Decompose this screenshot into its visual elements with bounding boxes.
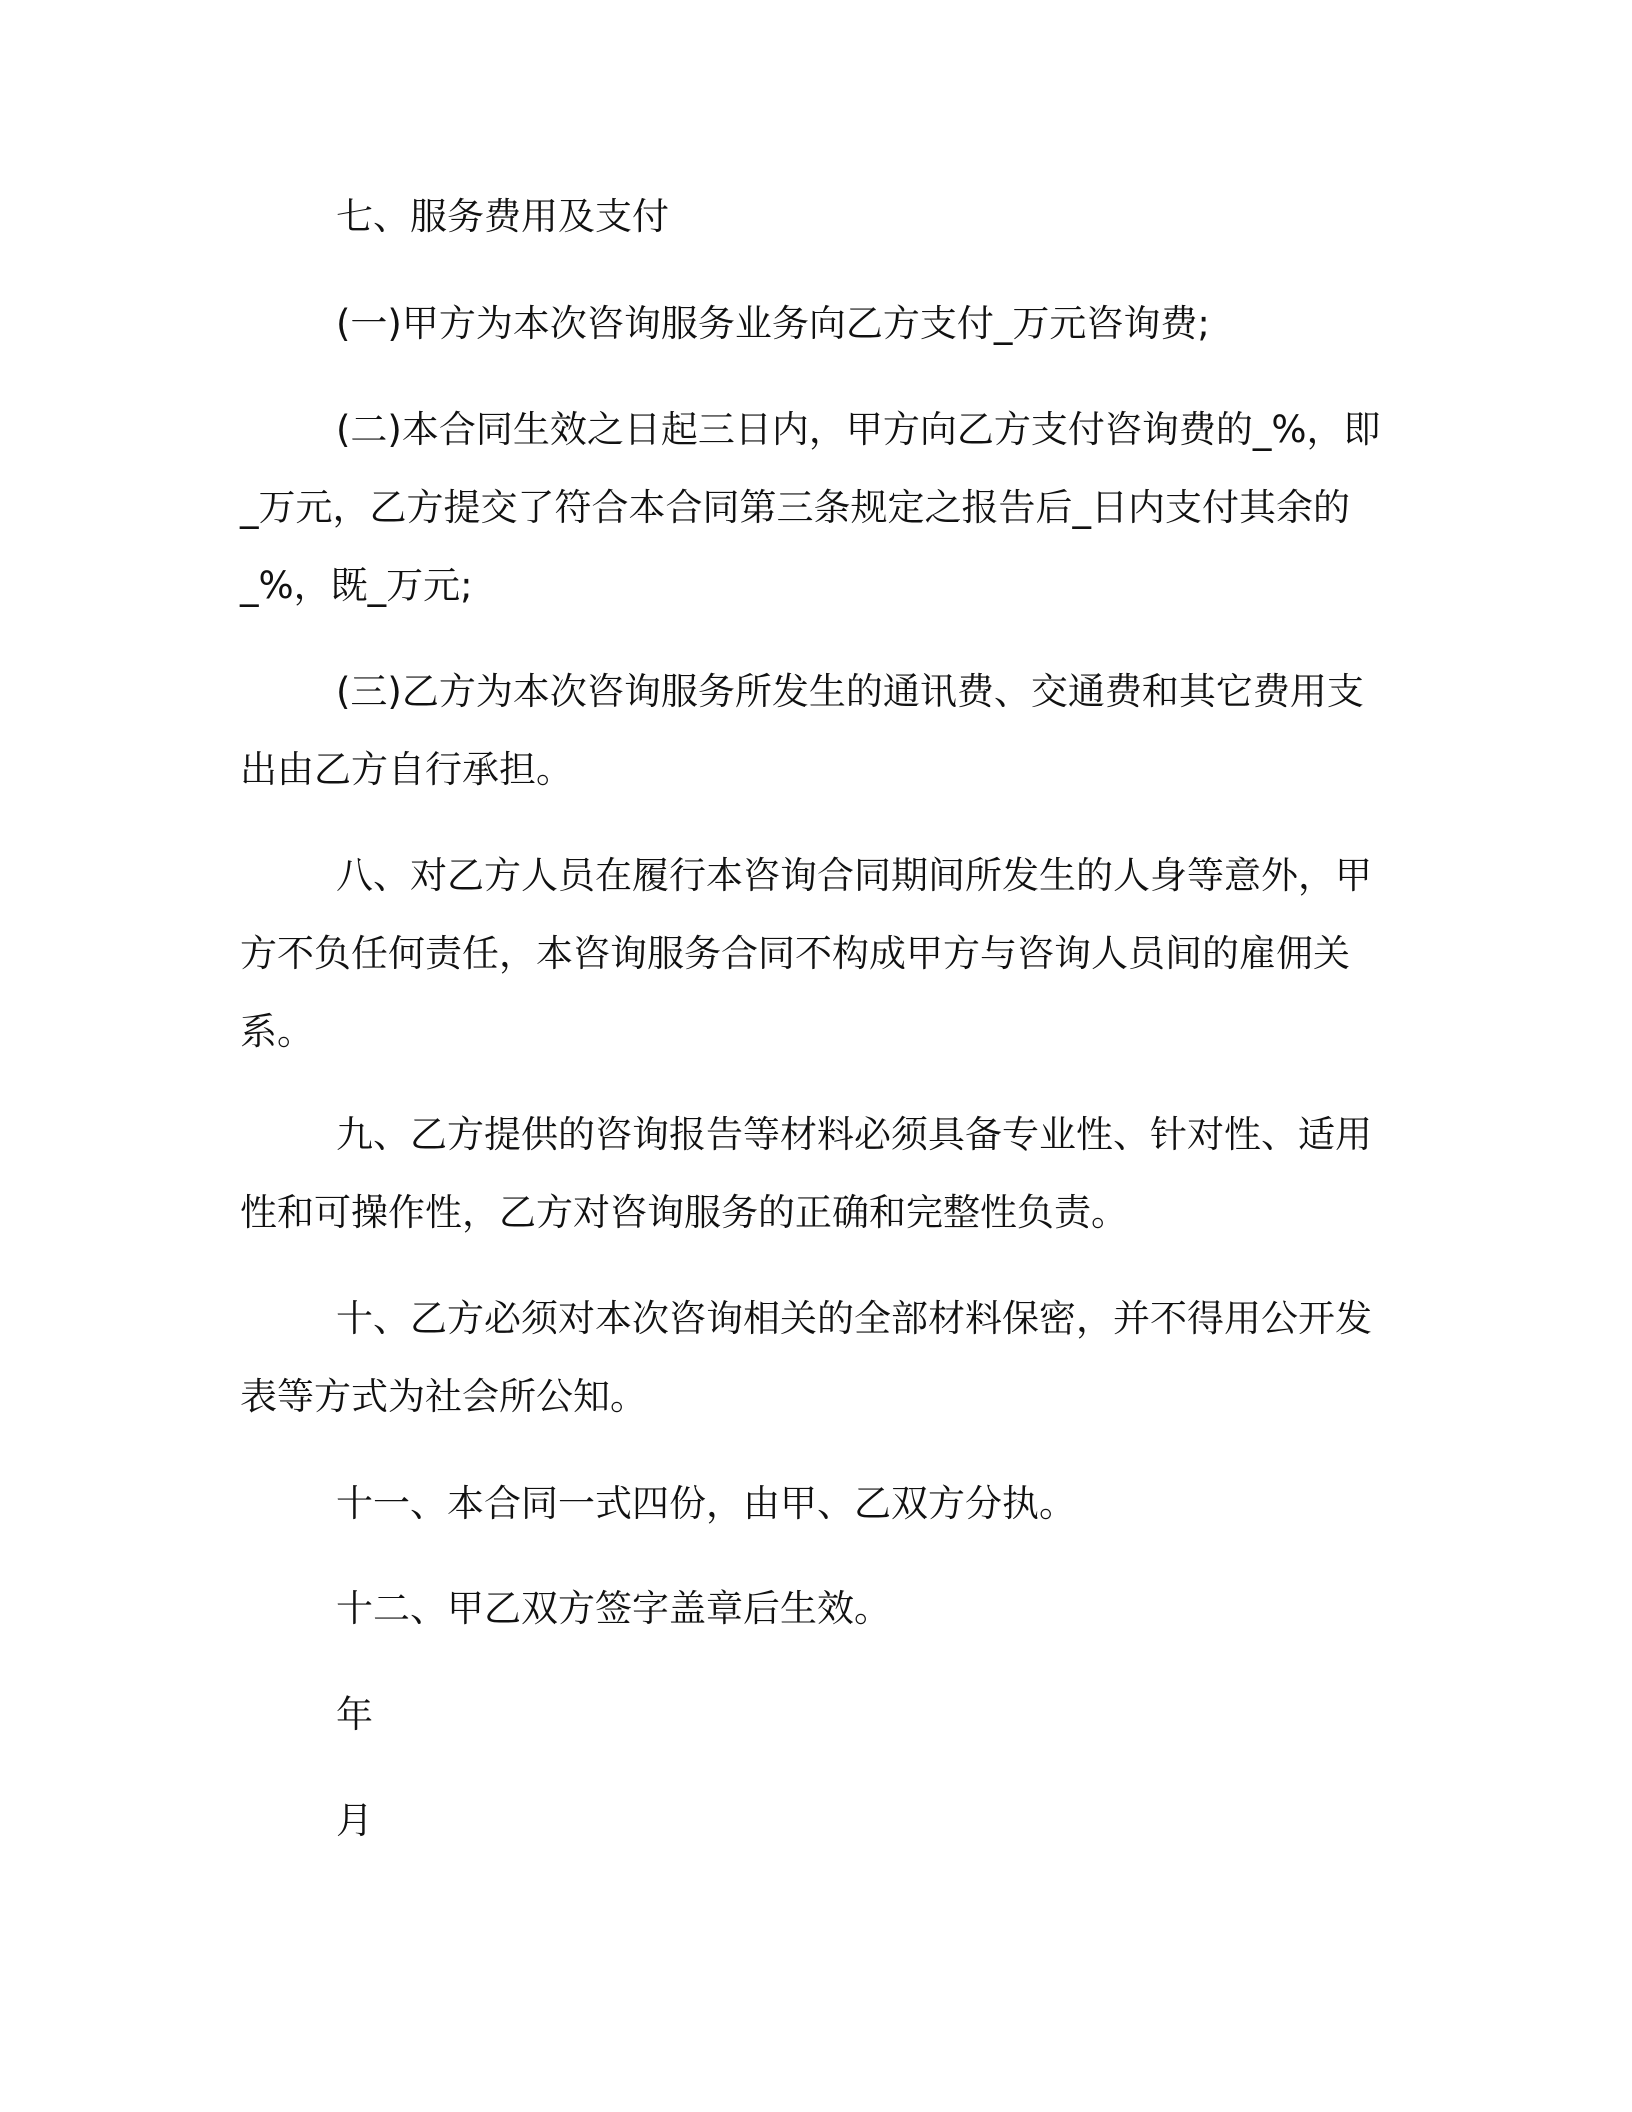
text-line: 出由乙方自行承担。 [240,748,573,791]
text-line: 月 [336,1799,373,1842]
text-line: (二)本合同生效之日起三日内，甲方向乙方支付咨询费的_%，即 [336,408,1381,451]
section-10 [240,1280,1390,1436]
section-7-clause-1 [240,285,1390,363]
text-line: (一)甲方为本次咨询服务业务向乙方支付_万元咨询费; [336,302,1210,345]
section-7-clause-2 [240,391,1390,625]
section-7-clause-3 [240,653,1390,809]
text-line: (三)乙方为本次咨询服务所发生的通讯费、交通费和其它费用支 [336,670,1364,713]
text-line: 系。 [240,1010,314,1053]
text-line: 年 [336,1693,373,1736]
section-11 [240,1465,1390,1543]
section-12 [240,1570,1390,1648]
section-7-heading [240,178,1390,256]
section-9 [240,1096,1390,1252]
signature-month [240,1782,1390,1860]
text-line: 九、乙方提供的咨询报告等材料必须具备专业性、针对性、适用 [336,1113,1372,1156]
signature-year [240,1676,1390,1754]
text-line: 十二、甲乙双方签字盖章后生效。 [336,1587,891,1630]
text-line: 方不负任何责任，本咨询服务合同不构成甲方与咨询人员间的雇佣关 [240,932,1350,975]
text-line: 七、服务费用及支付 [336,195,669,238]
text-line: _%，既_万元; [240,564,473,607]
text-line: _万元，乙方提交了符合本合同第三条规定之报告后_日内支付其余的 [240,486,1350,529]
text-line: 表等方式为社会所公知。 [240,1375,647,1418]
text-line: 八、对乙方人员在履行本咨询合同期间所发生的人身等意外，甲 [336,854,1372,897]
text-line: 十一、本合同一式四份，由甲、乙双方分执。 [336,1482,1076,1525]
text-line: 性和可操作性，乙方对咨询服务的正确和完整性负责。 [240,1191,1128,1234]
text-line: 十、乙方必须对本次咨询相关的全部材料保密，并不得用公开发 [336,1297,1372,1340]
section-8 [240,837,1390,1071]
